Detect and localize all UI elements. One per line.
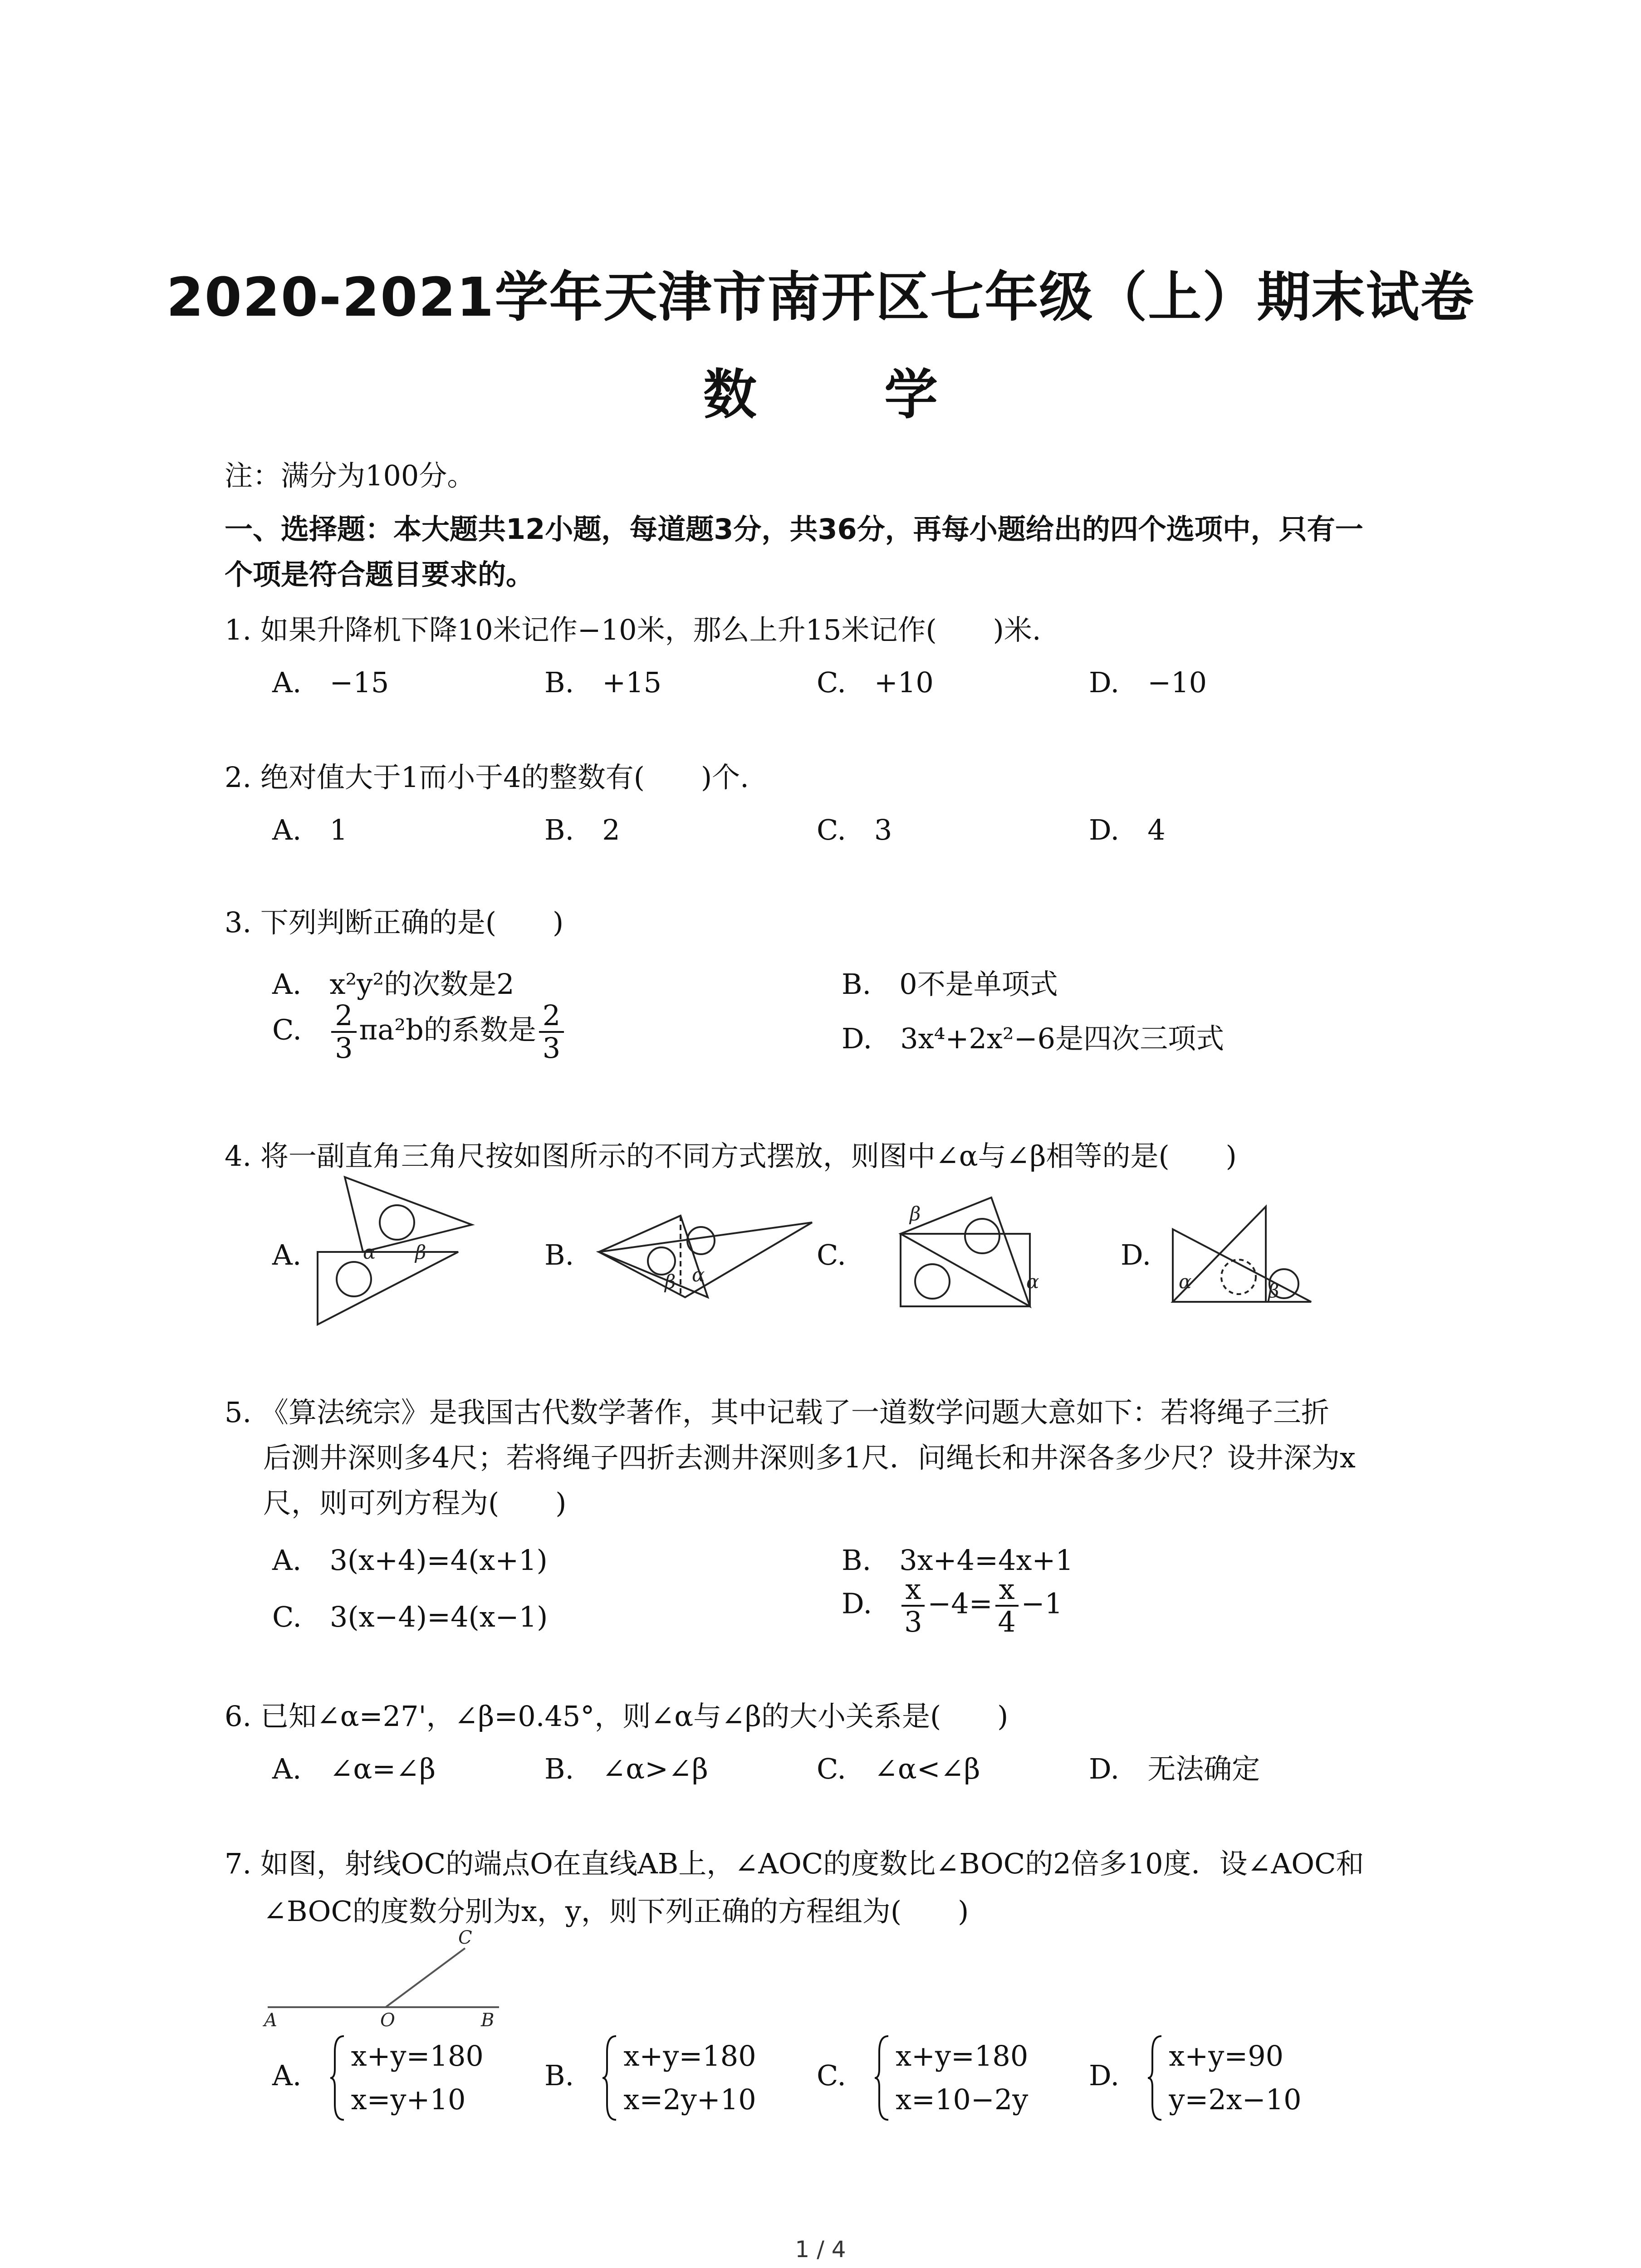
operator-text: −4=	[927, 1587, 993, 1620]
q4-label-b: B.	[544, 1238, 574, 1271]
circle	[380, 1205, 414, 1240]
q1-option-b: B. +15	[544, 666, 662, 699]
q7-option-a	[272, 2034, 484, 2121]
numerator: 2	[539, 1000, 564, 1033]
q3-option-a: A. x²y²的次数是2	[272, 968, 514, 1001]
q5-option-c: C. 3(x−4)=4(x−1)	[272, 1600, 548, 1633]
equation-row: x+y=180	[896, 2039, 1029, 2072]
equation-system	[1146, 2034, 1301, 2121]
equation-row: x+y=180	[351, 2039, 484, 2072]
question-5-line1: 5. 《算法统宗》是我国古代数学著作，其中记载了一道数学问题大意如下：若将绳子三折	[225, 1396, 1329, 1429]
q4-figure-b	[599, 1216, 812, 1297]
denominator: 4	[998, 1605, 1016, 1639]
equation-system	[328, 2034, 484, 2121]
equation-row: x=y+10	[351, 2083, 466, 2116]
numerator: 2	[331, 1000, 356, 1033]
q7-option-d	[1089, 2034, 1302, 2121]
beta-label: β	[415, 1241, 426, 1263]
ray-oc	[386, 1948, 465, 2007]
circle	[337, 1262, 371, 1296]
alpha-label: α	[692, 1264, 705, 1286]
denominator: 3	[335, 1031, 353, 1065]
alpha-label: α	[1026, 1271, 1039, 1293]
q3-option-c-label: C.	[272, 1013, 302, 1046]
triangle	[1173, 1229, 1311, 1302]
q5-option-d-label: D.	[842, 1587, 872, 1620]
q7-option-c	[817, 2034, 1028, 2121]
question-1-stem: 1. 如果升降机下降10米记作−10米，那么上升15米记作( )米.	[225, 613, 1041, 646]
q4-label-a: A.	[272, 1238, 302, 1271]
option-label: D.	[1089, 2059, 1120, 2092]
option-label: A.	[272, 2059, 302, 2092]
q4-figure-d	[1173, 1207, 1311, 1302]
brace-icon	[328, 2034, 347, 2121]
equation-row: x=10−2y	[896, 2083, 1029, 2116]
denominator: 3	[904, 1605, 922, 1639]
equation-row: x+y=180	[623, 2039, 756, 2072]
page-title: 2020-2021学年天津市南开区七年级（上）期末试卷	[166, 266, 1475, 328]
point-a-label: A	[264, 2010, 277, 2031]
q1-option-c: C. +10	[817, 666, 934, 699]
q7-figure	[259, 1930, 513, 2039]
question-4-stem: 4. 将一副直角三角尺按如图所示的不同方式摆放，则图中∠α与∠β相等的是( )	[225, 1139, 1237, 1173]
equation-system	[601, 2034, 756, 2121]
q3-option-d: D. 3x⁴+2x²−6是四次三项式	[842, 1022, 1225, 1055]
score-note: 注：满分为100分。	[225, 459, 475, 492]
q4-label-c: C.	[817, 1238, 846, 1271]
q1-option-d: D. −10	[1089, 666, 1207, 699]
q2-option-d: D. 4	[1089, 813, 1166, 846]
q1-option-a: A. −15	[272, 666, 389, 699]
triangle	[599, 1216, 708, 1297]
circle	[915, 1264, 950, 1299]
section-heading-line1: 一、选择题：本大题共12小题，每道题3分，共36分，再每小题给出的四个选项中，只有一	[225, 513, 1363, 546]
q6-option-d: D. 无法确定	[1089, 1752, 1260, 1785]
q5-option-a: A. 3(x+4)=4(x+1)	[272, 1544, 548, 1577]
q2-option-b: B. 2	[544, 813, 620, 846]
question-7-line2: ∠BOC的度数分别为x，y，则下列正确的方程组为( )	[263, 1895, 969, 1928]
page-number: 1 / 4	[795, 2236, 846, 2263]
option-label: C.	[817, 2059, 846, 2092]
question-6-stem: 6. 已知∠α=27'，∠β=0.45°，则∠α与∠β的大小关系是( )	[225, 1700, 1009, 1733]
point-b-label: B	[481, 2010, 495, 2031]
q7-option-b	[544, 2034, 756, 2121]
beta-label: β	[910, 1202, 921, 1225]
question-7-line1: 7. 如图，射线OC的端点O在直线AB上，∠AOC的度数比∠BOC的2倍多10度．设∠AOC和	[225, 1847, 1364, 1880]
q2-option-a: A. 1	[272, 813, 348, 846]
q6-option-c: C. ∠α<∠β	[817, 1752, 980, 1785]
question-5-line3: 尺，则可列方程为( )	[263, 1486, 567, 1520]
equation-row: x+y=90	[1169, 2039, 1284, 2072]
circle	[965, 1219, 999, 1253]
point-o-label: O	[380, 2010, 395, 2031]
q4-figure-a	[318, 1177, 472, 1325]
question-2-stem: 2. 绝对值大于1而小于4的整数有( )个.	[225, 761, 749, 794]
fraction	[901, 1574, 925, 1637]
equation-row: x=2y+10	[623, 2083, 756, 2116]
point-c-label: C	[458, 1930, 472, 1948]
option-label: B.	[544, 2059, 574, 2092]
subject-title: 数 学	[703, 363, 993, 426]
operator-text: −1	[1021, 1587, 1063, 1620]
beta-label: β	[1268, 1280, 1279, 1302]
q6-option-b: B. ∠α>∠β	[544, 1752, 708, 1785]
beta-label: β	[665, 1271, 676, 1293]
alpha-label: α	[1179, 1271, 1192, 1293]
equation-row: y=2x−10	[1169, 2083, 1302, 2116]
q5-option-d	[842, 1574, 1063, 1637]
fraction	[995, 1574, 1019, 1637]
brace-icon	[1146, 2034, 1164, 2121]
numerator: x	[901, 1574, 925, 1607]
q3-option-b: B. 0不是单项式	[842, 968, 1058, 1001]
brace-icon	[601, 2034, 619, 2121]
question-5-line2: 后测井深则多4尺；若将绳子四折去测井深则多1尺．问绳长和井深各多少尺？设井深为x	[263, 1441, 1356, 1474]
alpha-label: α	[363, 1241, 376, 1263]
denominator: 3	[542, 1031, 561, 1065]
q4-label-d: D.	[1121, 1238, 1151, 1271]
brace-icon	[873, 2034, 891, 2121]
question-3-stem: 3. 下列判断正确的是( )	[225, 906, 564, 939]
q5-option-b: B. 3x+4=4x+1	[842, 1544, 1073, 1577]
circle	[687, 1227, 715, 1254]
q2-option-c: C. 3	[817, 813, 892, 846]
section-heading-line2: 个项是符合题目要求的。	[225, 558, 534, 591]
equation-system	[873, 2034, 1028, 2121]
q6-option-a: A. ∠α=∠β	[272, 1752, 436, 1785]
q3-option-c-text: πa²b的系数是	[359, 1013, 536, 1046]
circle	[1221, 1260, 1256, 1294]
triangle	[599, 1222, 812, 1297]
numerator: x	[995, 1574, 1019, 1607]
